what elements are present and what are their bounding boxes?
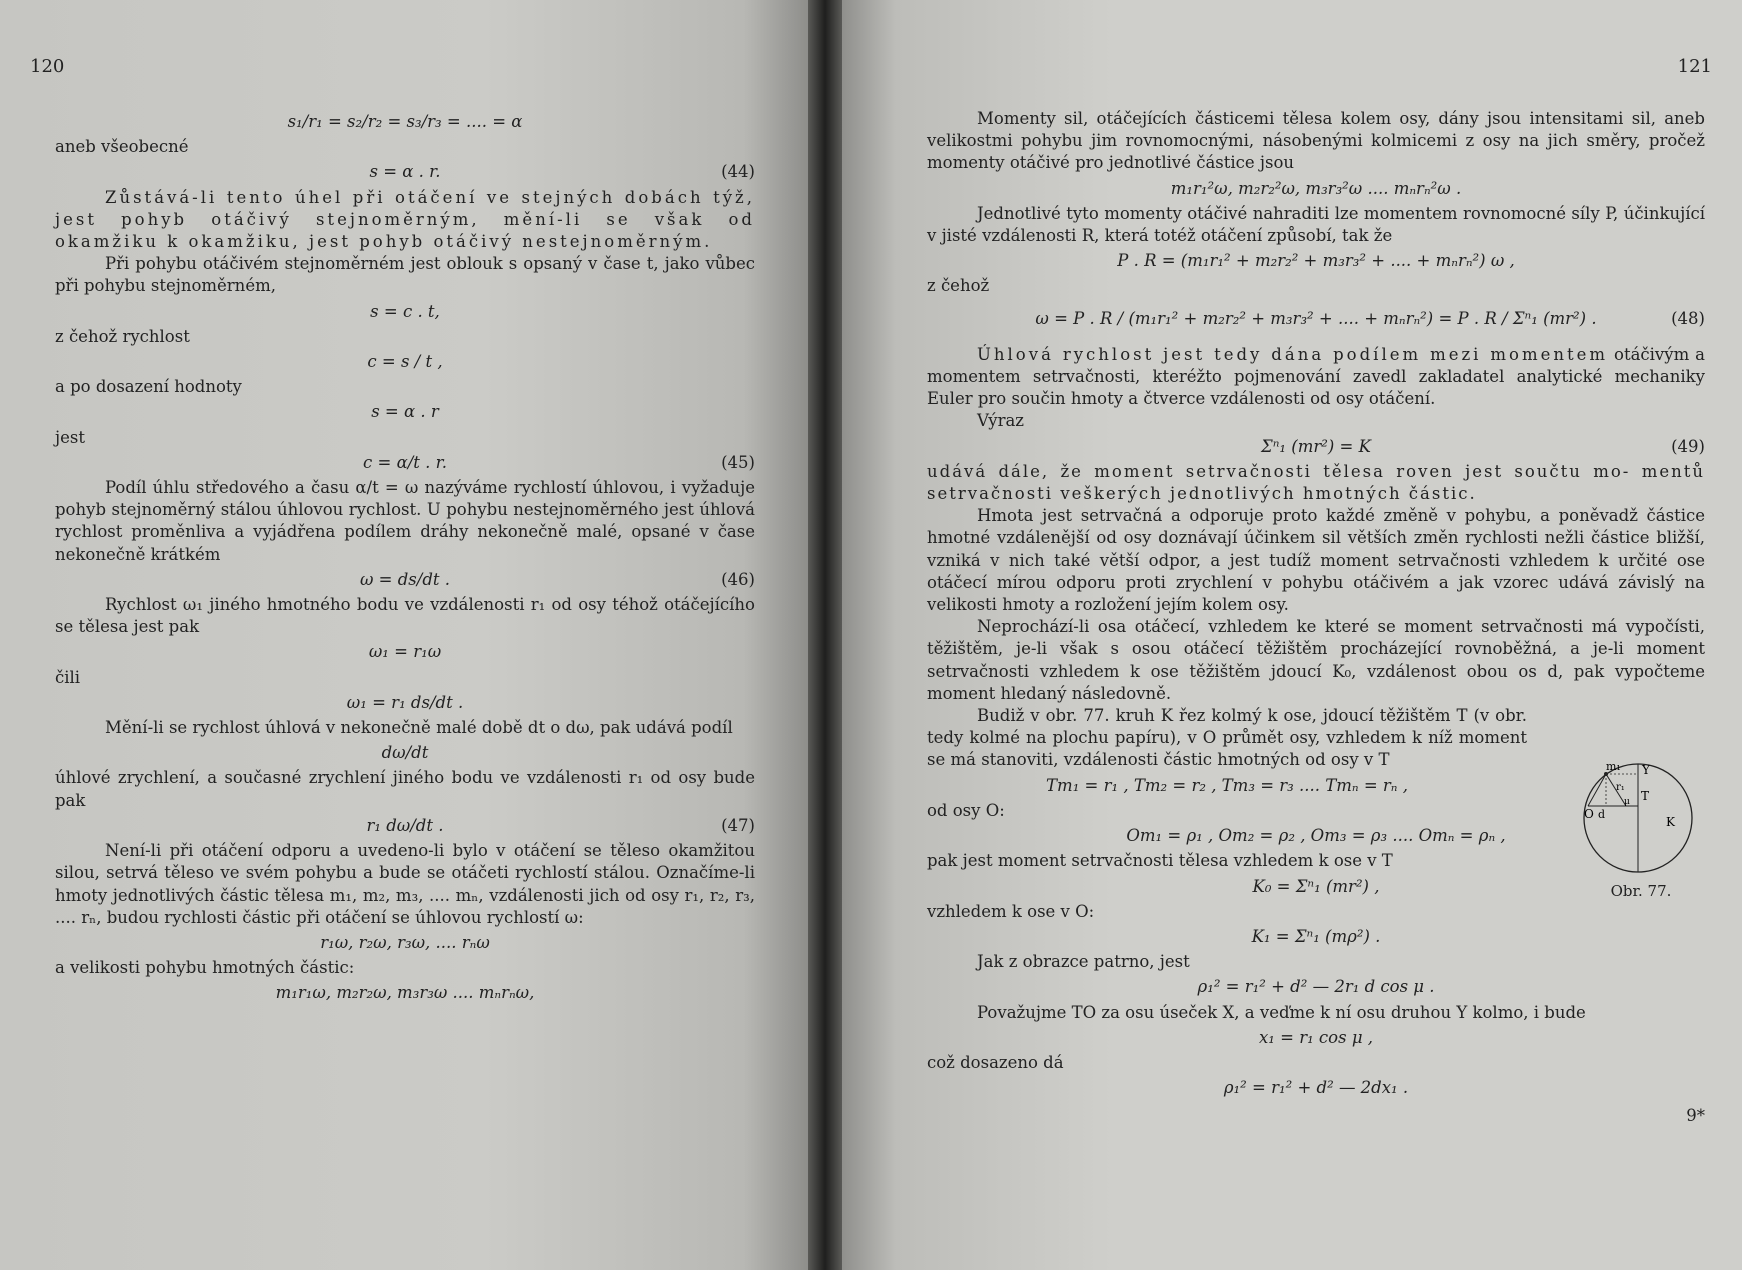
equation: s₁/r₁ = s₂/r₂ = s₃/r₃ = .... = α — [287, 112, 523, 131]
paragraph: Neprochází-li osa otáčecí, vzhledem ke které se moment setrvačnosti má vypočísti, těžištěm, je-li však s osou otáčecí těžištěm procházející rovnoběžná, a je-li moment setrvačnosti vzhledem k ose těžištěm jdoucí K₀, vzdálenost obou os d, pak vypočteme moment hledaný následovně. — [927, 617, 1705, 703]
text-line: Jak z obrazce patrno, jest — [977, 952, 1190, 972]
equation: m₁r₁ω, m₂r₂ω, m₃r₃ω .... mₙrₙω, — [275, 983, 535, 1003]
equation-46 — [55, 569, 755, 591]
page-number-right: 121 — [1677, 56, 1712, 77]
label-t: T — [1641, 789, 1650, 803]
equation: ρ₁² = r₁² + d² — 2r₁ d cos μ . — [1197, 977, 1435, 997]
text-line: mentů setrvačnosti veškerých jednotlivých hmotných částic. — [927, 461, 1705, 504]
equation-number: (48) — [1671, 308, 1705, 328]
text-line: Zůstává-li tento úhel při otáčení ve stejných dobách týž, jest pohyb otáčivý — [55, 187, 755, 229]
text-line: aneb všeobecné — [55, 137, 189, 157]
paragraph: Mění-li se rychlost úhlová v nekonečně malé době dt o dω, pak udává podíl — [105, 718, 733, 738]
left-page — [0, 0, 808, 1270]
right-column — [927, 108, 1705, 1128]
paragraph: Považujme TO za osu úseček X, a veďme k ní osu druhou Y kolmo, i bude — [977, 1002, 1586, 1022]
label-m1: m₁ — [1606, 760, 1621, 773]
equation-body: Σⁿ₁ (mr²) = K — [1261, 436, 1371, 456]
equation-44 — [55, 161, 755, 183]
equation-48 — [927, 308, 1705, 330]
paragraph: Hmota jest setrvačná a odporuje proto každé změně v pohybu, a poněvadž částice hmotné vzdálenější od osy doznávají účinkem sil větších změn rychlosti nežli částice bližší, vzniká v nich také větší odpor, a jest tudíž moment setrvačnosti vzhledem k určité ose otáčecí mírou odporu proti zrychlení v pohybu otáčivém a jak vzorec udává závislý na velikosti hmoty a rozložení jejím kolem osy. — [927, 506, 1705, 615]
figure-caption: Obr. 77. — [1610, 882, 1672, 900]
equation-47 — [55, 815, 755, 837]
equation: P . R = (m₁r₁² + m₂r₂² + m₃r₃² + .... + mₙrₙ²) ω , — [1117, 251, 1515, 271]
right-page — [842, 0, 1742, 1270]
equation: s = α . r — [371, 402, 439, 422]
equation: Om₁ = ρ₁ , Om₂ = ρ₂ , Om₃ = ρ₃ .... Omₙ = ρₙ , — [1126, 826, 1506, 846]
paragraph: Při pohybu otáčivém stejnoměrném jest oblouk s opsaný v čase t, jako vůbec při pohybu stejnoměrném, — [55, 254, 755, 296]
paragraph: Budiž v obr. 77. kruh K řez kolmý k ose, jdoucí těžištěm T (v obr. tedy kolmé na plochu papíru), v O průmět osy, vzhledem k níž moment se má stanoviti, vzdálenosti částic hmotných od osy v T — [927, 706, 1527, 770]
text-line: z čehož — [927, 276, 990, 296]
equation: dω/dt — [381, 743, 429, 763]
equation: ω₁ = r₁ω — [368, 642, 442, 662]
label-mu: μ — [1624, 797, 1630, 807]
label-d: d — [1598, 808, 1606, 821]
equation-body: s = α . r. — [369, 162, 441, 182]
equation: ρ₁² = r₁² + d² — 2dx₁ . — [1223, 1078, 1409, 1098]
text-line: což dosazeno dá — [927, 1052, 1064, 1072]
figure-77 — [1576, 760, 1706, 900]
equation: m₁r₁²ω, m₂r₂²ω, m₃r₃²ω .... mₙrₙ²ω . — [1170, 178, 1462, 198]
equation-45 — [55, 452, 755, 474]
label-r1: r₁ — [1616, 782, 1625, 793]
equation: r₁ω, r₂ω, r₃ω, .... rₙω — [320, 932, 490, 952]
equation-number: (47) — [721, 815, 755, 835]
text-line: stejnoměrným, mění-li se však od okamžiku k okamžiku, jest pohyb otáčivý — [55, 209, 755, 252]
rho-line — [1588, 774, 1606, 806]
text-line: a po dosazení hodnoty — [55, 377, 242, 397]
equation: x₁ = r₁ cos μ , — [1258, 1027, 1374, 1047]
paragraph — [55, 187, 755, 254]
text-line: a velikosti pohybu hmotných částic: — [55, 958, 355, 978]
equation-number: (44) — [721, 162, 755, 182]
left-column — [55, 108, 755, 1008]
text-line: vzhledem k ose v O: — [927, 901, 1095, 921]
text-line: Podíl úhlu středového a času α/t = ω nazýváme rychlostí úhlovou, — [105, 478, 665, 498]
text-line: z čehož rychlost — [55, 326, 190, 346]
text-line: Výraz — [977, 411, 1024, 431]
text-line: od osy O: — [927, 800, 1005, 820]
equation: Tm₁ = r₁ , Tm₂ = r₂ , Tm₃ = r₃ .... Tmₙ = rₙ , — [1046, 775, 1408, 795]
text-line: udává dále, že moment setrvačnosti tělesa roven jest součtu mo- — [927, 461, 1631, 481]
equation-body: ω = P . R / (m₁r₁² + m₂r₂² + m₃r₃² + .... + mₙrₙ²) = P . R / Σⁿ₁ (mr²) . — [1035, 308, 1597, 328]
text-line: nestejnoměrným. — [522, 232, 713, 252]
equation-body: c = α/t . r. — [363, 452, 447, 472]
label-k: K — [1666, 815, 1675, 829]
signature-mark: 9* — [1686, 1106, 1705, 1126]
paragraph — [55, 477, 755, 566]
equation-number: (46) — [721, 569, 755, 589]
paragraph: úhlové zrychlení, a současné zrychlení jiného bodu ve vzdálenosti r₁ od osy bude pak — [55, 768, 755, 810]
paragraph: Není-li při otáčení odporu a uvedeno-li bylo v otáčení se těleso okamžitou silou, setrvá těleso ve svém pohybu a bude se otáčeti rychlostí stálou. Označíme-li hmoty jednotlivých částic tělesa m₁, m₂, m₃, .... mₙ, vzdálenosti jich od osy r₁, r₂, r₃, .... rₙ, budou rychlosti částic při otáčení se úhlovou rychlostí ω: — [55, 841, 755, 927]
label-o: O — [1584, 807, 1594, 821]
equation: ω₁ = r₁ ds/dt . — [346, 692, 464, 712]
text-line: čili — [55, 667, 81, 687]
equation-number: (45) — [721, 452, 755, 472]
equation: K₁ = Σⁿ₁ (mρ²) . — [1251, 926, 1381, 946]
circle-diagram — [1576, 760, 1706, 880]
equation: c = s / t , — [367, 352, 443, 372]
paragraph: Jednotlivé tyto momenty otáčivé nahraditi lze momentem rovnomocné síly P, účinkující v jisté vzdálenosti R, která totéž otáčení způsobí, tak že — [927, 203, 1705, 246]
equation: K₀ = Σⁿ₁ (mr²) , — [1252, 876, 1380, 896]
text-line: jest — [55, 427, 85, 447]
paragraph — [927, 461, 1705, 505]
equation-body: ω = ds/dt . — [359, 569, 451, 589]
text-line: pak jest moment setrvačnosti tělesa vzhledem k ose v T — [927, 851, 1393, 871]
page-number-left: 120 — [30, 56, 65, 77]
equation-number: (49) — [1671, 436, 1705, 456]
text-line: Úhlová rychlost jest tedy dána podílem mezi momentem — [977, 344, 1609, 364]
label-y: Y — [1642, 763, 1650, 777]
text-line: otáčivým a momentem setrvačnosti, kteréžto pojmenování zavedl zakladatel analytické mechaniky Euler pro součin hmoty a čtverce vzdálenosti od osy otáčení. — [927, 344, 1706, 409]
paragraph: Rychlost ω₁ jiného hmotného bodu ve vzdálenosti r₁ od osy téhož otáčejícího se tělesa jest pak — [55, 595, 755, 637]
equation: s = c . t, — [370, 301, 440, 321]
equation-body: r₁ dω/dt . — [366, 815, 444, 835]
paragraph — [927, 344, 1705, 411]
equation-49 — [927, 436, 1705, 458]
book-gutter — [808, 0, 842, 1270]
paragraph: Momenty sil, otáčejících částicemi tělesa kolem osy, dány jsou intensitami sil, aneb velikostmi pohybu jim rovnomocnými, násobenými kolmicemi z osy na jich směry, pročež momenty otáčivé pro jednotlivé částice jsou — [927, 109, 1705, 173]
text-line: i vyžaduje pohyb stejnoměrný stálou úhlovou rychlost. U pohybu nestejnoměrného jest úhlová rychlost proměnliva a vyjádřena podílem dráhy nekonečně malé, opsané v čase nekonečně krátkém — [55, 478, 756, 564]
